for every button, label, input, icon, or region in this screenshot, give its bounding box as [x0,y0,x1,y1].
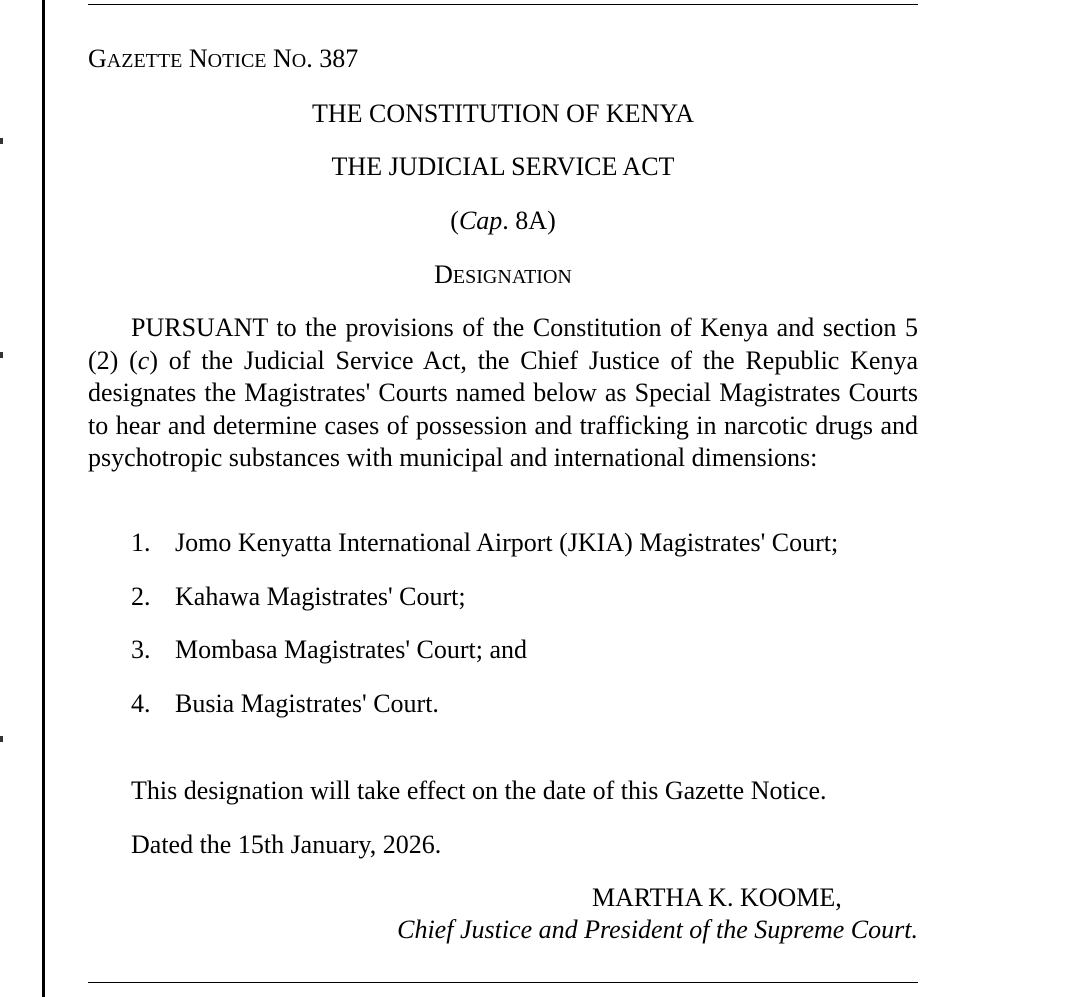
margin-tick [0,138,3,144]
list-item: 3. Mombasa Magistrates' Court; and [131,635,528,664]
effect-statement: This designation will take effect on the date of this Gazette Notice. [131,776,827,805]
notice-number-text: GAZETTE NOTICE NO. 387 [88,44,359,73]
body-paragraph [88,312,918,475]
cap-number: . 8A [502,206,548,235]
heading-constitution: THE CONSTITUTION OF KENYA [311,99,695,128]
heading-act: THE JUDICIAL SERVICE ACT [331,152,675,181]
list-item: 4. Busia Magistrates' Court. [131,688,439,718]
list-item: 1. Jomo Kenyatta International Airport (JKIA) Magistrates' Court; [131,528,839,557]
body-italic: c [137,345,150,375]
heading-cap: (Cap. 8A) [450,206,556,235]
bottom-rule [88,982,918,983]
body-text-1: PURSUANT to the provisions of the Constitution of Kenya and section 5 (2) ( [88,313,918,375]
signatory-name: MARTHA K. KOOME, [592,883,842,912]
subject-text: DESIGNATION [434,260,572,289]
top-rule [88,4,918,5]
margin-tick [0,352,3,358]
column-rule [42,0,45,997]
body-text-2: ) of the Judicial Service Act, the Chief Justice of the Republic Kenya designates the Magistrates' Courts named below as Special Magistrates Courts to hear and determine cases of possession and trafficking in narcotic drugs and psychotropic substances with municipal and international dimensions: [88,345,918,472]
subject-heading [88,259,918,294]
margin-tick [0,736,3,742]
list-item: 2. Kahawa Magistrates' Court; [131,581,466,611]
cap-italic: Cap [458,206,503,235]
signatory-title: Chief Justice and President of the Supreme Court. [397,915,918,944]
court-list [88,527,918,720]
notice-number [88,43,358,78]
dated-line: Dated the 15th January, 2026. [131,830,442,859]
